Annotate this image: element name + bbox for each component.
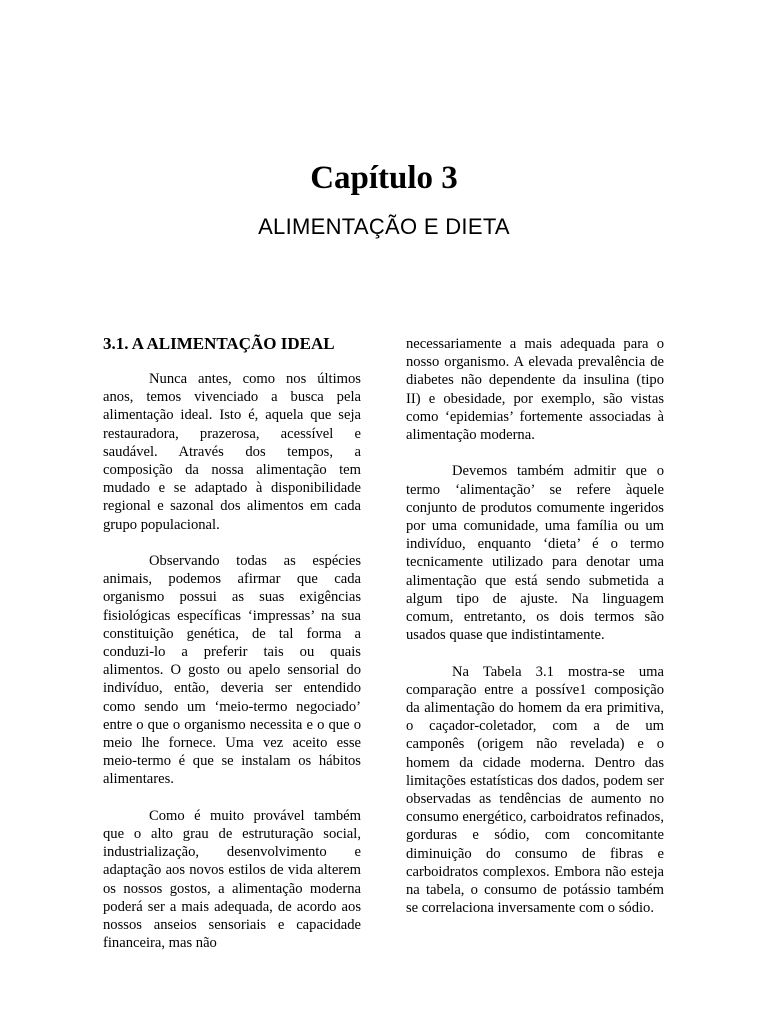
- paragraph: Devemos também admitir que o termo ‘alimentação’ se refere àquele conjunto de produtos comumente ingeridos por uma comunidade, uma família ou um indivíduo, enquanto ‘dieta’ é o termo tecnicamente utilizado para denotar uma alimentação que está sendo submetida a algum tipo de ajuste. Na linguagem comum, entretanto, os dois termos são usados quase que indistintamente.: [406, 463, 664, 644]
- paragraph: necessariamente a mais adequada para o nosso organismo. A elevada prevalência de diabetes não dependente da insulina (tipo II) e obesidade, por exemplo, são vistas como ‘epidemias’ fortemente associadas à alimentação moderna.: [406, 336, 664, 444]
- paragraph: Observando todas as espécies animais, podemos afirmar que cada organismo possui as suas exigências fisiológicas específicas ‘impressas’ na sua constituição genética, de tal forma a conduzi-lo a preferir tais ou quais alimentos. O gosto ou apelo sensorial do indivíduo, então, deveria ser entendido como sendo um ‘meio-termo negociado’ entre o que o organismo necessita e o que o meio lhe fornece. Uma vez aceito esse meio-termo é que se instalam os hábitos alimentares.: [103, 553, 361, 788]
- chapter-subtitle: ALIMENTAÇÃO E DIETA: [258, 214, 510, 239]
- paragraph: Como é muito provável também que o alto grau de estruturação social, industrialização, desenvolvimento e adaptação aos novos estilos de vida alterem os nossos gostos, a alimentação moderna poderá ser a mais adequada, de acordo aos nossos anseios sensoriais e capacidade financeira, mas não: [103, 807, 361, 952]
- chapter-title: Capítulo 3: [310, 160, 458, 196]
- right-column: [406, 335, 664, 917]
- paragraph: Na Tabela 3.1 mostra-se uma comparação entre a possíve1 composição da alimentação do homem da era primitiva, o caçador-coletador, com a de um camponês (origem não revelada) e o homem da cidade moderna. Dentro das limitações estatísticas dos dados, podem ser observadas as tendências de aumento no consumo energético, carboidratos refinados, gorduras e sódio, com concomitante diminuição do consumo de fibras e carboidratos complexos. Embora não esteja na tabela, o consumo de potássio também se correlaciona inversamente com o sódio.: [406, 663, 664, 917]
- paragraph: Nunca antes, como nos últimos anos, temos vivenciado a busca pela alimentação ideal. Isto é, aquela que seja restauradora, prazerosa, acessível e saudável. Através dos tempos, a composição da nossa alimentação tem mudado e se adaptado à disponibilidade regional e sazonal dos alimentos em cada grupo populacional.: [103, 371, 361, 533]
- section-heading: 3.1. A ALIMENTAÇÃO IDEAL: [103, 334, 335, 353]
- left-column: [103, 334, 361, 952]
